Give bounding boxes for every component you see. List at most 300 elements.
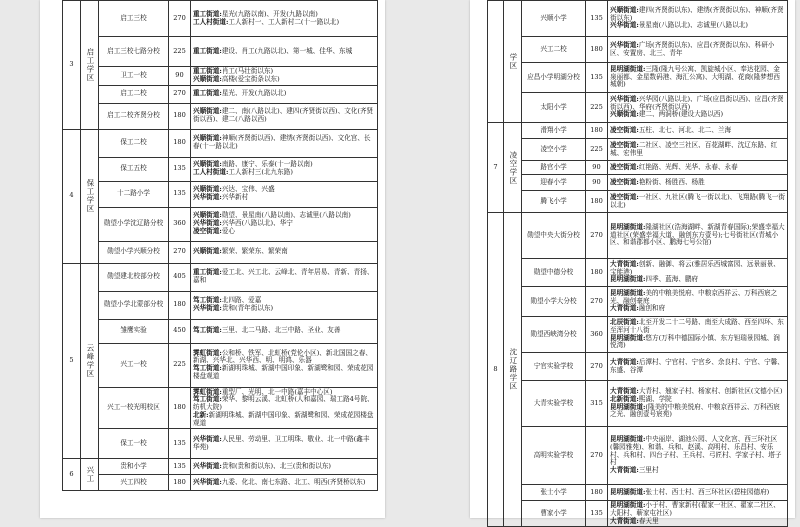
community-list: 小于村、曹家新村(翟家一社区、翟家二社区、大阳村、蕲家屯社区) xyxy=(610,501,780,517)
district-segment xyxy=(193,135,375,151)
enrollment-count-cell: 270 xyxy=(169,85,191,103)
community-list: 勋望、景星南(八路以南)、志诚里(八路以南) xyxy=(221,211,351,220)
enrollment-count-cell: 135 xyxy=(169,157,191,181)
district-scope-cell xyxy=(608,485,788,501)
street-label: 兴顺街道: xyxy=(193,211,222,220)
district-scope-cell xyxy=(191,103,378,129)
enrollment-count-cell: 180 xyxy=(169,291,191,319)
street-label: 大青街道: xyxy=(610,516,639,525)
school-name-cell: 启工二校齐贤分校 xyxy=(99,103,169,129)
school-name-cell: 启工三校七路分校 xyxy=(99,37,169,67)
school-name-cell: 雏鹰实验 xyxy=(99,319,169,343)
street-label: 昆明湖街道: xyxy=(610,333,646,342)
table-row xyxy=(63,129,378,157)
district-segment xyxy=(610,194,785,210)
district-segment xyxy=(193,269,375,285)
district-scope-cell xyxy=(191,207,378,241)
district-segment xyxy=(610,335,785,351)
district-segment xyxy=(610,518,785,526)
table-row xyxy=(488,37,788,63)
right-document-page xyxy=(470,0,795,525)
community-list: 南路、康宁、乐泰(十一路以南) xyxy=(221,160,313,169)
school-name-cell: 腾飞小学 xyxy=(522,191,586,213)
enrollment-count-cell: 180 xyxy=(586,259,608,287)
enrollment-count-cell: 135 xyxy=(586,63,608,93)
sequence-cell: 5 xyxy=(63,263,81,459)
district-scope-cell xyxy=(191,1,378,37)
street-label: 昆明湖街道: xyxy=(610,64,646,73)
table-row xyxy=(63,103,378,129)
enrollment-count-cell: 225 xyxy=(586,93,608,123)
table-row xyxy=(63,1,378,37)
left-document-page xyxy=(40,0,385,518)
district-scope-cell xyxy=(608,427,788,485)
community-list: 建四(齐贤街以东)、建绣(齐贤街以东)、神顺(齐贤街以东) xyxy=(610,5,784,22)
school-name-cell: 太阳小学 xyxy=(522,93,586,123)
district-segment xyxy=(193,108,375,124)
district-segment xyxy=(610,179,785,187)
street-label: 兴华街道: xyxy=(193,477,222,486)
enrollment-count-cell: 180 xyxy=(586,37,608,63)
district-scope-cell xyxy=(191,37,378,67)
community-list: 融创和府 xyxy=(638,304,666,313)
street-label: 霁虹街道: xyxy=(193,348,222,357)
community-list: 大青村、翘家子村、杨家村、创新社区(文德小区) xyxy=(638,386,783,395)
district-scope-cell xyxy=(191,67,378,86)
enrollment-count-cell: 270 xyxy=(586,353,608,381)
school-name-cell: 宁官实验学校 xyxy=(522,353,586,381)
community-list: 高楼(爱宝街条以东) xyxy=(221,74,280,83)
zone-cell: 凌空学区 xyxy=(504,123,522,213)
street-label: 工人村街道: xyxy=(193,168,229,177)
district-scope-cell xyxy=(191,387,378,429)
community-list: (隆美的中粮美悦府、中粮京西祥云、万科西宸之光、融创壹号宸苑) xyxy=(610,402,780,419)
school-name-cell: 兴工二校 xyxy=(522,37,586,63)
district-segment xyxy=(610,359,785,375)
district-segment xyxy=(193,412,375,428)
enrollment-count-cell: 225 xyxy=(586,139,608,161)
district-segment xyxy=(193,19,375,27)
enrollment-count-cell: 90 xyxy=(169,67,191,86)
table-row xyxy=(63,291,378,319)
district-segment xyxy=(193,327,375,335)
street-label: 昆明湖街道: xyxy=(610,222,646,231)
sequence-cell xyxy=(488,1,504,123)
community-list: 后潭村、宁官村、宁官乡、余良村、宁官、宁馨、东盛、谷潭 xyxy=(610,357,784,374)
school-name-cell: 勋望小学兴顺分校 xyxy=(99,241,169,263)
street-label: 大青街道: xyxy=(610,386,639,395)
zone-cell: 兴工 xyxy=(81,459,99,491)
street-label: 昆明湖街道: xyxy=(610,402,646,411)
district-scope-cell xyxy=(608,1,788,37)
community-list: 美的中粮美悦府、中粮京西祥云、万科西宸之光、融创豪庭 xyxy=(610,288,778,305)
zone-cell: 沈辽路学区 xyxy=(504,213,522,527)
school-name-cell: 十二路小学 xyxy=(99,181,169,207)
street-label: 昆明湖街道: xyxy=(610,487,646,496)
street-label: 大青街道: xyxy=(610,304,639,313)
district-segment xyxy=(610,66,785,89)
district-segment xyxy=(610,276,785,284)
table-row xyxy=(488,93,788,123)
community-list: 建二、两洞桥(建设大路以西) xyxy=(638,110,724,119)
district-scope-cell xyxy=(191,319,378,343)
school-name-cell: 高明实验学校 xyxy=(522,427,586,485)
district-segment xyxy=(193,248,375,256)
district-scope-cell xyxy=(608,191,788,213)
district-scope-cell xyxy=(608,501,788,527)
enrollment-count-cell: 225 xyxy=(169,343,191,387)
district-segment xyxy=(193,76,375,84)
street-label: 重工街道: xyxy=(193,67,222,75)
community-list: 春天里 xyxy=(638,516,659,525)
street-label: 兴顺街道: xyxy=(193,185,222,194)
enrollment-count-cell: 180 xyxy=(169,129,191,157)
street-label: 兴顺街道: xyxy=(193,247,222,256)
school-district-table-right xyxy=(487,0,788,527)
district-segment xyxy=(610,111,785,119)
district-scope-cell xyxy=(608,123,788,139)
table-row xyxy=(488,485,788,501)
district-segment xyxy=(610,142,785,158)
street-label: 兴顺街道: xyxy=(193,107,222,116)
community-list: 三里、北二马路、北三中路、圣业、友善 xyxy=(221,326,341,335)
table-row xyxy=(63,181,378,207)
enrollment-count-cell: 180 xyxy=(169,475,191,491)
district-segment xyxy=(610,489,785,497)
district-segment xyxy=(610,22,785,30)
community-list: 景星南(八路以北)、志诚里(八路以北) xyxy=(638,21,749,30)
school-name-cell: 保工一校 xyxy=(99,429,169,459)
school-name-cell: 启工二校 xyxy=(99,85,169,103)
zone-cell: 启工学区 xyxy=(81,1,99,130)
district-scope-cell xyxy=(608,175,788,191)
street-label: 笃工街道: xyxy=(193,364,222,373)
table-row xyxy=(488,353,788,381)
street-label: 大青街道: xyxy=(610,466,639,475)
enrollment-count-cell: 180 xyxy=(169,103,191,129)
district-segment xyxy=(610,224,785,247)
enrollment-count-cell: 135 xyxy=(169,429,191,459)
district-scope-cell xyxy=(608,317,788,353)
table-row xyxy=(63,319,378,343)
table-row xyxy=(488,139,788,161)
table-row xyxy=(63,207,378,241)
table-row xyxy=(488,63,788,93)
table-row xyxy=(63,85,378,103)
community-list: 新湖明珠城、新湖中国印象、新湖鹭和园、荣成花园楼盘观道 xyxy=(193,410,374,427)
district-scope-cell xyxy=(608,353,788,381)
enrollment-count-cell: 135 xyxy=(586,501,608,527)
community-list: 贵和(贵和街以东)、北三(贵和街以东) xyxy=(221,461,332,470)
school-name-cell: 贵和小学 xyxy=(99,459,169,475)
table-row xyxy=(488,317,788,353)
district-segment xyxy=(610,164,785,172)
district-segment xyxy=(193,194,375,202)
enrollment-count-cell: 315 xyxy=(586,381,608,427)
community-list: 三隆(隆九号公寓、凯旋城小区、奉达花园、金泉丽都、金星数码港、海汇公寓)、大明湖、花商(隆梦想西城朝) xyxy=(610,64,780,89)
street-label: 凌空街道: xyxy=(610,140,639,149)
district-segment xyxy=(610,467,785,475)
district-segment xyxy=(193,479,375,487)
table-row xyxy=(488,381,788,427)
district-segment xyxy=(193,350,375,366)
enrollment-count-cell: 90 xyxy=(586,175,608,191)
school-name-cell: 曹家小学 xyxy=(522,501,586,527)
street-label: 重工街道: xyxy=(193,268,222,277)
enrollment-count-cell: 180 xyxy=(586,485,608,501)
district-segment xyxy=(193,396,375,412)
table-row xyxy=(488,213,788,259)
street-label: 兴华街道: xyxy=(610,21,639,30)
community-list: 创新、融御、将云(雅居乐西城富园、远景丽景、宝能港) xyxy=(610,259,780,276)
community-list: 三里村 xyxy=(638,466,659,475)
street-label: 兴顺街道: xyxy=(193,74,222,83)
table-row xyxy=(63,241,378,263)
community-list: 荣华、黎明云溪、北虹桥(人和嘉园、瑞工路4号院、纺机大院) xyxy=(193,395,374,412)
community-list: 二社区、凌空三社区、百花湖畔、沈辽东路、红城、宏伟里 xyxy=(610,140,778,157)
school-name-cell: 大青实验学校 xyxy=(522,381,586,427)
street-label: 兴华街道: xyxy=(193,304,222,313)
school-name-cell: 迎春小学 xyxy=(522,175,586,191)
table-row xyxy=(63,67,378,86)
district-segment xyxy=(610,127,785,135)
district-scope-cell xyxy=(191,129,378,157)
sequence-cell: 3 xyxy=(63,1,81,130)
school-name-cell: 勋望小学北蒙部分校 xyxy=(99,291,169,319)
district-segment xyxy=(193,48,375,56)
district-scope-cell xyxy=(191,475,378,491)
table-row xyxy=(63,37,378,67)
street-label: 笃工街道: xyxy=(193,326,222,335)
school-name-cell: 凌空小学 xyxy=(522,139,586,161)
sequence-cell: 8 xyxy=(488,213,504,527)
district-scope-cell xyxy=(608,37,788,63)
school-name-cell: 勋望西峡湾分校 xyxy=(522,317,586,353)
district-segment xyxy=(610,42,785,58)
table-row xyxy=(63,157,378,181)
community-list: 兴达、宝伟、兴盛 xyxy=(221,185,275,194)
street-label: 凌空街道: xyxy=(610,162,639,171)
street-label: 霁虹街道: xyxy=(193,387,222,396)
school-name-cell: 兴工一校 xyxy=(99,343,169,387)
district-scope-cell xyxy=(608,213,788,259)
table-row xyxy=(63,459,378,475)
sequence-cell: 6 xyxy=(63,459,81,491)
street-label: 昆明湖街道: xyxy=(610,435,646,444)
school-name-cell: 勋望小学沈辽路分校 xyxy=(99,207,169,241)
school-name-cell: 滑翔小学 xyxy=(522,123,586,139)
table-row xyxy=(488,501,788,527)
school-name-cell: 应昌小学明湖分校 xyxy=(522,63,586,93)
zone-cell: 云峰学区 xyxy=(81,263,99,459)
sequence-cell: 4 xyxy=(63,129,81,263)
district-scope-cell xyxy=(191,429,378,459)
street-label: 兴顺街道: xyxy=(193,134,222,143)
district-scope-cell xyxy=(191,241,378,263)
community-list: 北四路、爱嘉 xyxy=(221,296,262,305)
school-name-cell: 保工二校 xyxy=(99,129,169,157)
school-name-cell: 兴顺小学 xyxy=(522,1,586,37)
district-segment xyxy=(193,463,375,471)
district-segment xyxy=(610,404,785,420)
street-label: 昆明湖街道: xyxy=(610,275,646,284)
street-label: 兴华街道: xyxy=(610,40,639,49)
table-row xyxy=(63,343,378,387)
school-name-cell: 张士小学 xyxy=(522,485,586,501)
district-segment xyxy=(193,90,375,98)
street-label: 兴华街道: xyxy=(193,193,222,202)
district-scope-cell xyxy=(191,181,378,207)
enrollment-count-cell: 270 xyxy=(586,427,608,485)
street-label: 笃工街道: xyxy=(193,395,222,404)
street-label: 兴顺街道: xyxy=(610,5,639,14)
district-segment xyxy=(610,436,785,467)
sequence-cell: 7 xyxy=(488,123,504,213)
street-label: 兴顺街道: xyxy=(610,110,639,119)
enrollment-count-cell: 405 xyxy=(169,263,191,291)
school-name-cell: 勋望中央大街分校 xyxy=(522,213,586,259)
community-list: 重型厂、光明、北一中路(嘉丰中心区) xyxy=(221,387,333,396)
district-scope-cell xyxy=(608,259,788,287)
community-list: 悠方(万科中德国际小镇、东方钽瑞景园城、润悦湾) xyxy=(610,333,780,350)
street-label: 北辰街道: xyxy=(610,317,639,326)
district-scope-cell xyxy=(608,381,788,427)
district-segment xyxy=(193,365,375,381)
school-name-cell: 启工三校 xyxy=(99,1,169,37)
community-list: 新湖明珠城、新湖中国印象、新湖鹭和园、荣成花园楼盘观道 xyxy=(193,364,374,380)
community-list: 兴华新村 xyxy=(221,193,249,202)
community-list: 张士村、西士村、西三环社区(碧桂园德府) xyxy=(645,487,770,496)
street-label: 重工街道: xyxy=(193,46,222,55)
enrollment-count-cell: 135 xyxy=(169,459,191,475)
street-label: 大青街道: xyxy=(610,259,639,268)
table-row xyxy=(488,287,788,317)
district-segment xyxy=(610,502,785,518)
street-label: 兴华街道: xyxy=(193,435,222,444)
street-label: 工人村街道: xyxy=(193,17,229,26)
community-list: 繁荣、繁荣东、繁荣南 xyxy=(221,247,288,256)
table-row xyxy=(63,263,378,291)
community-list: 工人新村三(北九东路) xyxy=(228,168,293,177)
school-name-cell: 路官小学 xyxy=(522,161,586,175)
street-label: 兴华街道: xyxy=(193,219,222,228)
street-label: 北新: xyxy=(193,410,209,419)
street-label: 兴顺街道: xyxy=(193,160,222,169)
community-list: 四季、蓝海、鹏府 xyxy=(645,275,699,284)
community-list: 北至开发二十二号路、南至大成路、西至四环、东至浑河十八街 xyxy=(610,317,784,334)
district-scope-cell xyxy=(191,85,378,103)
district-scope-cell xyxy=(608,139,788,161)
community-list: 艳粉街、杨胜西、杨胜 xyxy=(638,177,705,186)
street-label: 笃工街道: xyxy=(193,296,222,305)
enrollment-count-cell: 180 xyxy=(169,387,191,429)
street-label: 重工街道: xyxy=(193,9,222,18)
enrollment-count-cell: 360 xyxy=(169,207,191,241)
street-label: 昆明湖街道: xyxy=(610,288,646,297)
street-label: 重工街道: xyxy=(193,89,222,98)
table-row xyxy=(488,427,788,485)
street-label: 凌空街道: xyxy=(610,192,639,201)
school-name-cell: 卫工一校 xyxy=(99,67,169,86)
district-segment xyxy=(610,319,785,335)
school-name-cell: 兴工一校光明校区 xyxy=(99,387,169,429)
table-row xyxy=(63,429,378,459)
street-label: 兴华街道: xyxy=(193,461,222,470)
community-list: 公和桥、铁军、北虹桥(党伦小区)、新北国国之春、新湖、兴华北、兴华西、明、明鸿、乐器 xyxy=(193,348,373,365)
enrollment-count-cell: 270 xyxy=(169,1,191,37)
street-label: 兴华街道: xyxy=(610,94,639,103)
community-list: 五柱、北七、河北、北二、兰海 xyxy=(638,125,732,134)
street-label: 昆明湖街道: xyxy=(610,501,646,509)
enrollment-count-cell: 270 xyxy=(586,213,608,259)
table-row xyxy=(488,175,788,191)
community-list: 星光(九路以南)、开发(九路以南) xyxy=(221,9,318,18)
school-name-cell: 勋望小学大分校 xyxy=(522,287,586,317)
enrollment-count-cell: 180 xyxy=(586,191,608,213)
zone-cell: 保工学区 xyxy=(81,129,99,263)
district-scope-cell xyxy=(608,93,788,123)
zone-cell: 学区 xyxy=(504,1,522,123)
district-scope-cell xyxy=(191,157,378,181)
community-list: 建设、肖工(九路以北)、第一城、佳华、东城 xyxy=(221,46,353,55)
community-list: 贵和(青年街以东) xyxy=(221,304,274,313)
community-list: 爱心 xyxy=(221,226,235,235)
community-list: 建二、南(八路以北)、建四(齐贤街以西)、文化(齐贤街以西)、建二(八路以西) xyxy=(193,107,374,124)
district-scope-cell xyxy=(191,459,378,475)
community-list: 中央丽岸、湖池公园、人文化宫、西三环社区(馨园雅苑)、和谐、兵和、赵溪、高明村、乐昌村、安乐村、兵和村、四台子村、王兵村、弓匠村、学家子村、塔子村 xyxy=(610,435,782,467)
enrollment-count-cell: 225 xyxy=(169,37,191,67)
community-list: 兴华园(八路以北)、广场(应昌街以西)、应昌(齐贤街以西)、华府(齐贤街以西) xyxy=(610,94,784,111)
street-label: 北新街道: xyxy=(610,394,639,403)
district-segment xyxy=(193,436,375,452)
district-segment xyxy=(610,305,785,313)
enrollment-count-cell: 360 xyxy=(586,317,608,353)
enrollment-count-cell: 180 xyxy=(586,123,608,139)
community-list: 一社区、九社区(腾飞一街以北)、飞翔路(腾飞一街以北) xyxy=(610,192,785,209)
community-list: 兴华西(八路以北)、华宁 xyxy=(221,219,293,228)
community-list: 熙湖、学院 xyxy=(638,394,672,403)
district-segment xyxy=(193,169,375,177)
district-scope-cell xyxy=(608,161,788,175)
community-list: 星光、开发(九路以北) xyxy=(221,89,287,98)
table-row xyxy=(488,259,788,287)
district-scope-cell xyxy=(191,263,378,291)
school-name-cell: 勋望建北校部分校 xyxy=(99,263,169,291)
district-scope-cell xyxy=(191,343,378,387)
table-row xyxy=(63,387,378,429)
street-label: 大青街道: xyxy=(610,357,639,366)
community-list: 神顺(齐贤街以西)、建绣(齐贤街以西)、文化宫、长春(十一路以北) xyxy=(193,134,371,151)
enrollment-count-cell: 135 xyxy=(169,181,191,207)
school-district-table-left xyxy=(62,0,378,491)
school-name-cell: 勋望中德分校 xyxy=(522,259,586,287)
community-list: 隆湖社区(浩海湖畔、新湖青春国际);荣盛幸福大道社区(荣盛幸福大道、融创东方壹号);七号街社区(青城小区、和谐郡都小区、鹏海七号公馆) xyxy=(610,222,785,247)
school-name-cell: 保工五校 xyxy=(99,157,169,181)
district-segment xyxy=(193,228,375,236)
school-name-cell: 兴工四校 xyxy=(99,475,169,491)
district-scope-cell xyxy=(608,63,788,93)
street-label: 凌空街道: xyxy=(193,226,222,235)
community-list: 爱工北、兴工北、云峰北、青年居易、青新、青扬、嘉和 xyxy=(193,268,374,285)
community-list: 人民里、劳动里、卫工明珠、敬业、北一中路(鑫丰华苑) xyxy=(193,435,370,451)
community-list: 红艳路、光辉、光华、永春、永春 xyxy=(638,162,738,171)
community-list: 肖工(马壮街以东) xyxy=(221,67,274,75)
enrollment-count-cell: 90 xyxy=(586,161,608,175)
community-list: 广场(齐贤街以东)、应昌(齐贤街以东)、科研小区、安置房、北三、青年 xyxy=(610,40,775,57)
street-label: 凌空街道: xyxy=(610,177,639,186)
district-segment xyxy=(193,305,375,313)
table-row xyxy=(488,161,788,175)
